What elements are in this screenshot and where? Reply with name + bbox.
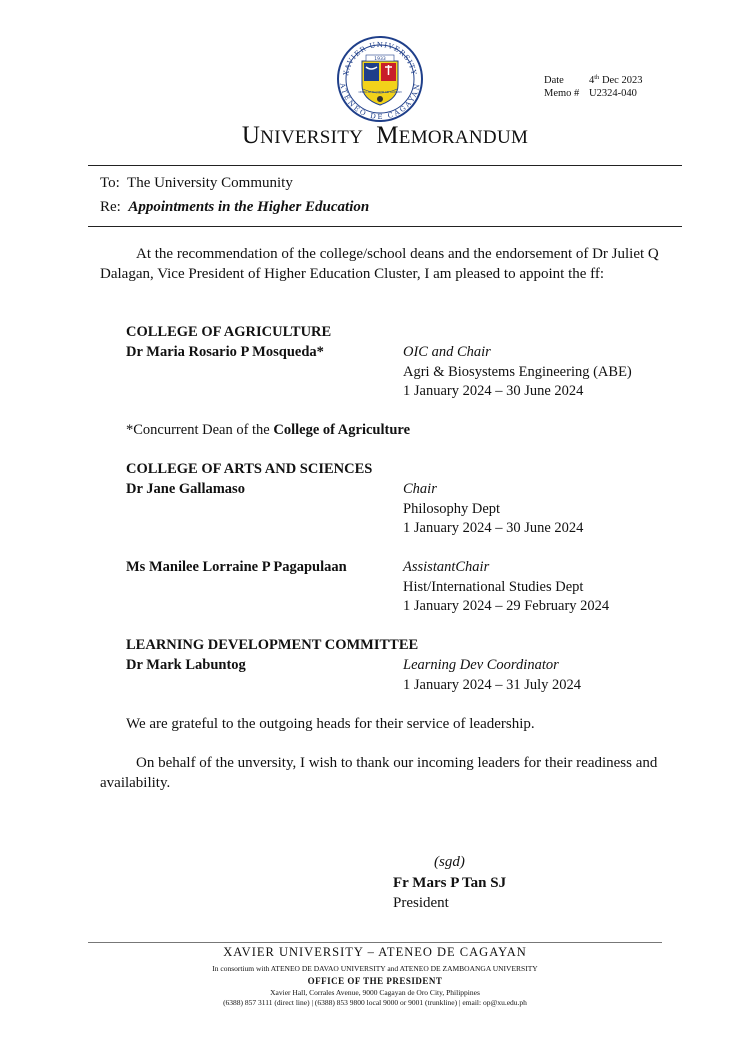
memo-line xyxy=(544,87,642,100)
memo-label: Memo # xyxy=(544,88,580,99)
footer-office: OFFICE OF THE PRESIDENT xyxy=(307,976,443,986)
concurrent-note: *Concurrent Dean of the College of Agriculture xyxy=(126,422,411,438)
section-heading: COLLEGE OF AGRICULTURE xyxy=(126,324,332,340)
seal-year: 1933 xyxy=(374,57,386,62)
header-rule-bottom xyxy=(88,226,682,227)
to-value: The University Community xyxy=(127,175,293,191)
footer-consortium: In consortium with ATENEO DE DAVAO UNIVERSITY and ATENEO DE ZAMBOANGA UNIVERSITY xyxy=(212,964,538,973)
appointee-name: Dr Maria Rosario P Mosqueda* xyxy=(126,344,324,360)
appointee-term: 1 January 2024 – 31 July 2024 xyxy=(403,676,582,693)
date-suffix: th xyxy=(594,74,600,81)
memo-number: U2324-040 xyxy=(589,88,637,99)
appointee-role: OIC and Chair xyxy=(403,344,491,360)
appointee-term: 1 January 2024 – 30 June 2024 xyxy=(403,383,584,399)
appointee-name: Dr Mark Labuntog xyxy=(126,657,246,673)
seal-top-text: XAVIER UNIVERSITY xyxy=(342,40,418,77)
seal-bottom-text: ATENEO DE CAGAYAN xyxy=(338,82,422,122)
date-rest: Dec 2023 xyxy=(601,75,643,86)
appointee-unit: Philosophy Dept xyxy=(403,500,501,517)
date-label: Date xyxy=(544,75,564,86)
footer-contact: (6388) 857 3111 (direct line) | (6388) 853 9800 local 9000 or 9001 (trunkline) | email: op@xu.edu.ph xyxy=(223,998,527,1007)
signatory-name: Fr Mars P Tan SJ xyxy=(393,875,507,891)
closing-paragraph-2: On behalf of the unversity, I wish to thank our incoming leaders for their readiness and availability. xyxy=(100,755,658,791)
appointee-details xyxy=(403,656,581,695)
to-label: To: xyxy=(100,175,120,191)
to-line xyxy=(100,175,293,192)
appointee-role: AssistantChair xyxy=(403,559,490,575)
seal-motto: OMNIA AD MAJOREM DEI GLORIAM xyxy=(358,91,402,94)
section-heading: LEARNING DEVELOPMENT COMMITTEE xyxy=(126,637,419,653)
date-line xyxy=(544,71,642,87)
appointee-unit: Hist/International Studies Dept xyxy=(403,578,584,595)
appointee-name: Ms Manilee Lorraine P Pagapulaan xyxy=(126,559,347,575)
memo-meta xyxy=(544,71,642,100)
intro-paragraph: At the recommendation of the college/school deans and the endorsement of Dr Juliet Q Dalagan, Vice President of Higher Education Cluster, I am pleased to appoint the ff: xyxy=(100,246,659,282)
university-seal xyxy=(336,35,424,123)
appointee-details xyxy=(403,480,583,539)
header-rule-top xyxy=(88,165,682,166)
appointee-term: 1 January 2024 – 29 February 2024 xyxy=(403,598,610,614)
appointee-details xyxy=(403,343,632,402)
re-label: Re: xyxy=(100,199,121,215)
appointee-term: 1 January 2024 – 30 June 2024 xyxy=(403,520,584,536)
footer-rule xyxy=(88,942,662,943)
footer-university: XAVIER UNIVERSITY – ATENEO DE CAGAYAN xyxy=(223,945,527,959)
footer-address: Xavier Hall, Corrales Avenue, 9000 Cagayan de Oro City, Philippines xyxy=(270,988,480,997)
section-heading: COLLEGE OF ARTS AND SCIENCES xyxy=(126,461,373,477)
re-value: Appointments in the Higher Education xyxy=(128,199,370,215)
appointee-name: Dr Jane Gallamaso xyxy=(126,481,245,497)
closing-paragraph-1: We are grateful to the outgoing heads for their service of leadership. xyxy=(126,716,535,732)
appointee-role: Chair xyxy=(403,481,437,497)
signature-sgd: (sgd) xyxy=(434,854,465,870)
signatory-title: President xyxy=(393,895,449,911)
re-line xyxy=(100,199,369,216)
appointee-unit: Agri & Biosystems Engineering (ABE) xyxy=(403,363,632,380)
page-title: UNIVERSITY MEMORANDUM xyxy=(241,122,529,149)
date-day: 4 xyxy=(589,75,595,86)
appointee-role: Learning Dev Coordinator xyxy=(403,657,559,673)
appointee-details xyxy=(403,558,609,617)
